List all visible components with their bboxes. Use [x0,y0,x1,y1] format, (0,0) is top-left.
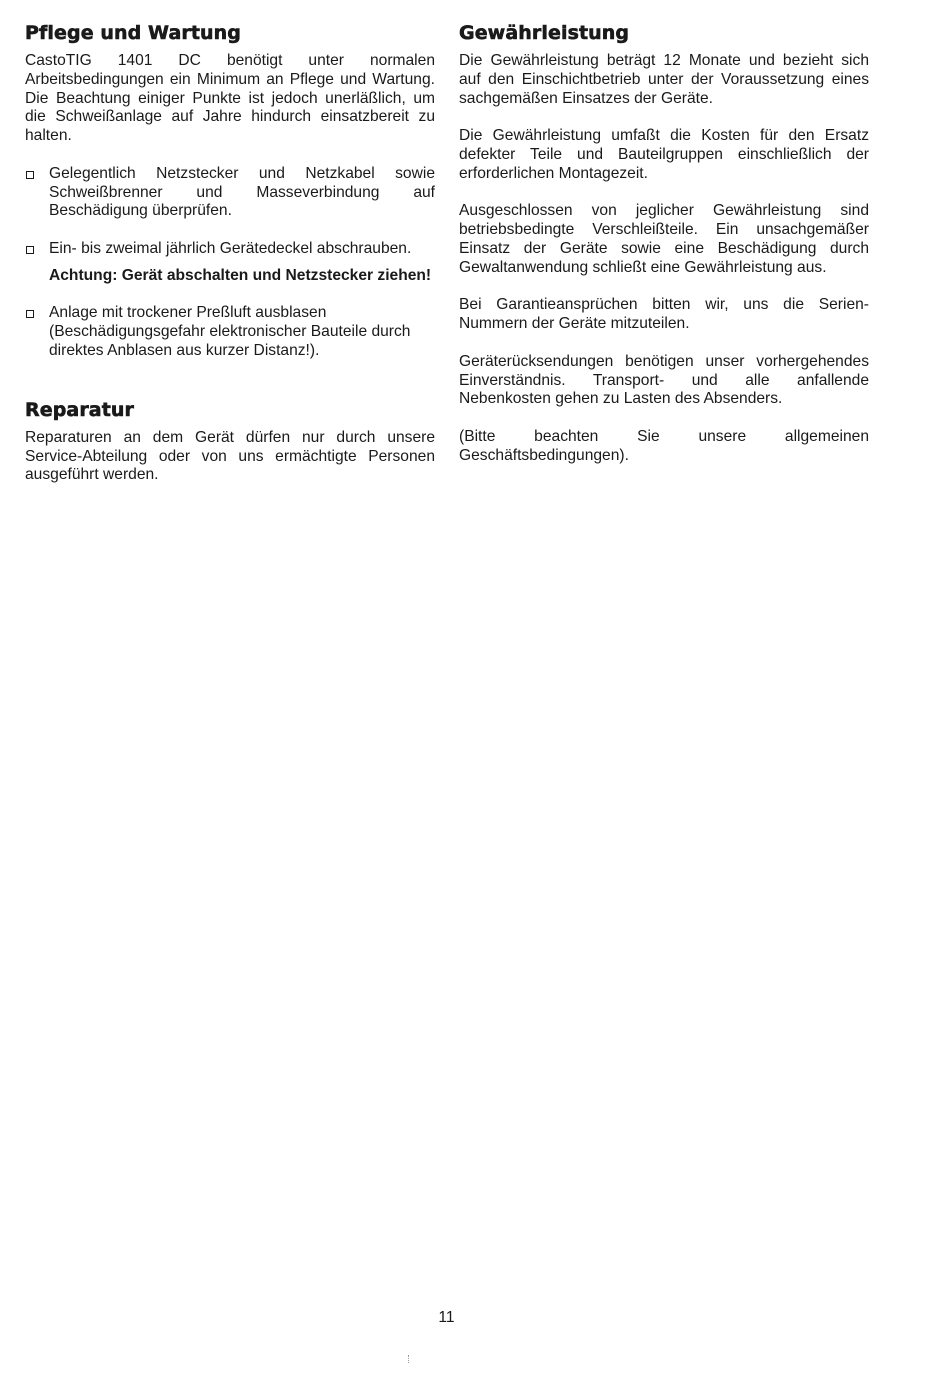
bullet-text: Anlage mit trockener Preßluft ausblasen (Beschädigungsgefahr elektronischer Bauteile durch direktes Anblasen aus kurzer Distanz!). [49,304,411,359]
right-column [459,20,869,466]
heading-gewaehrleistung: Gewährleistung [459,22,630,44]
warning-text: Achtung: Gerät abschalten und Netzstecker ziehen! [49,266,432,284]
warranty-paragraph: Ausgeschlossen von jeglicher Gewährleistung sind betriebsbedingte Verschleißteile. Ein unsachgemäßer Einsatz der Geräte sowie eine Beschädigung durch Gewaltanwendung schließt eine Gewährleistung aus. [459,202,869,276]
warranty-paragraph: Die Gewährleistung beträgt 12 Monate und bezieht sich auf den Einschichtbetrieb unter der Voraussetzung eines sachgemäßen Einsatzes der Geräte. [459,52,869,107]
bullet-text: Ein- bis zweimal jährlich Gerätedeckel abschrauben. [49,239,412,257]
checkbox-bullet-icon [26,171,34,179]
bullet-item [25,165,435,221]
checkbox-bullet-icon [26,310,34,318]
repair-section [25,397,435,485]
repair-paragraph: Reparaturen an dem Gerät dürfen nur durch unsere Service-Abteilung oder von uns ermächtigte Personen ausgeführt werden. [25,428,435,484]
warranty-paragraph: Geräterücksendungen benötigen unser vorhergehendes Einverständnis. Transport- und alle anfallende Nebenkosten gehen zu Lasten des Absenders. [459,352,869,408]
bullet-text: Gelegentlich Netzstecker und Netzkabel sowie Schweißbrenner und Masseverbindung auf Beschädigung überprüfen. [49,164,435,220]
bullet-item [25,304,435,360]
intro-paragraph: CastoTIG 1401 DC benötigt unter normalen Arbeitsbedingungen ein Minimum an Pflege und Wartung. Die Beachtung einiger Punkte ist jedoch unerläßlich, um die Schweißanlage auf Jahre hindurch einsatzbereit zu halten. [25,52,435,145]
left-column [25,20,435,485]
page-number: 11 [438,1309,455,1326]
checkbox-bullet-icon [26,246,34,254]
heading-pflege-und-wartung: Pflege und Wartung [25,22,241,44]
heading-reparatur: Reparatur [25,398,135,421]
scan-mark [408,1355,411,1363]
bullet-item [25,240,435,259]
warranty-paragraph: (Bitte beachten Sie unsere allgemeinen Geschäftsbedingungen). [459,427,869,464]
warranty-paragraph: Die Gewährleistung umfaßt die Kosten für den Ersatz defekter Teile und Bauteilgruppen einschließlich der erforderlichen Montagezeit. [459,127,869,182]
warranty-paragraph: Bei Garantieansprüchen bitten wir, uns die Serien-Nummern der Geräte mitzuteilen. [459,296,869,333]
